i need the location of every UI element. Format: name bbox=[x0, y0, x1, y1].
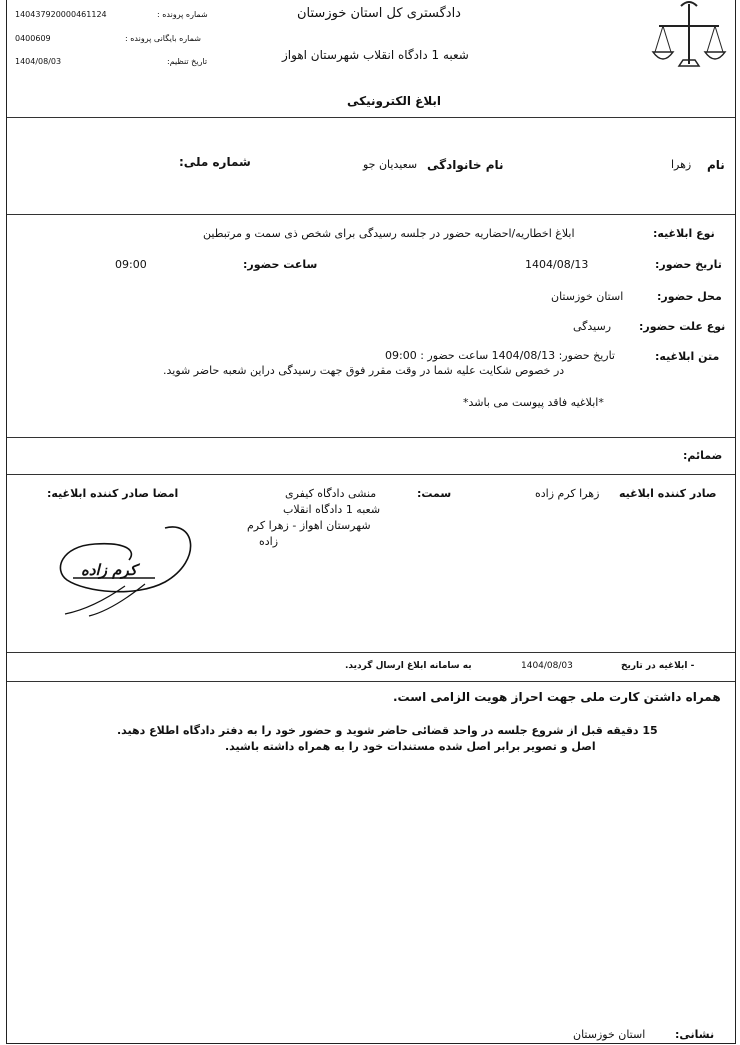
divider bbox=[7, 474, 735, 475]
case-number-value: 140437920000461124 bbox=[15, 10, 107, 19]
issue-date-label: تاریخ تنظیم: bbox=[167, 57, 208, 66]
family-label: نام خانوادگی bbox=[427, 158, 504, 172]
place-label: محل حضور: bbox=[657, 290, 722, 303]
note-line3: اصل و تصویر برابر اصل شده مستندات خود را به همراه داشته باشید. bbox=[225, 740, 596, 753]
signature-label: امضا صادر کننده ابلاغیه: bbox=[47, 487, 179, 500]
branch-title: شعبه 1 دادگاه انقلاب شهرستان اهواز bbox=[282, 48, 469, 62]
national-id-label: شماره ملی: bbox=[179, 155, 251, 169]
position-label: سمت: bbox=[417, 487, 452, 500]
time-label: ساعت حضور: bbox=[243, 258, 318, 271]
date-value: 1404/08/13 bbox=[525, 258, 589, 271]
reason-label: نوع علت حضور: bbox=[639, 320, 726, 333]
notice-type-value: ابلاغ اخطاریه/احضاریه حضور در جلسه رسیدگی برای شخص ذی سمت و مرتبطین bbox=[203, 227, 575, 240]
notice-text-line2: در خصوص شکایت علیه شما در وقت مقرر فوق جهت رسیدگی دراین شعبه حاضر شوید. bbox=[163, 364, 565, 377]
position-line2: شعبه 1 دادگاه انقلاب bbox=[283, 503, 381, 516]
date-label: تاریخ حضور: bbox=[655, 258, 722, 271]
divider bbox=[7, 681, 735, 682]
name-value: زهرا bbox=[671, 158, 692, 171]
note-line2: 15 دقیقه قبل از شروع جلسه در واحد قضائی حاضر شوید و حضور خود را به دفتر دادگاه اطلاع دهید. bbox=[117, 724, 658, 737]
issue-date-value: 1404/08/03 bbox=[15, 57, 62, 66]
divider bbox=[7, 117, 735, 118]
signature-text: کرم زاده bbox=[81, 561, 137, 579]
attachments-label: ضمائم: bbox=[683, 449, 723, 462]
sent-suffix: به سامانه ابلاغ ارسال گردید. bbox=[345, 661, 472, 671]
position-line4: زاده bbox=[259, 535, 279, 548]
issuer-label: صادر کننده ابلاغیه bbox=[619, 487, 717, 500]
divider bbox=[7, 652, 735, 653]
address-label: نشانی: bbox=[675, 1028, 715, 1041]
signature-image bbox=[45, 520, 205, 620]
archive-number-value: 0400609 bbox=[15, 34, 51, 43]
divider bbox=[7, 437, 735, 438]
sent-prefix: - ابلاغیه در تاریخ bbox=[621, 661, 695, 671]
doc-title: ابلاغ الکترونیکی bbox=[347, 94, 442, 108]
divider bbox=[7, 214, 735, 215]
notice-text-line3: *ابلاغیه فاقد پیوست می باشد* bbox=[463, 396, 604, 409]
note-line1: همراه داشتن کارت ملی جهت احراز هویت الزامی است. bbox=[393, 690, 721, 704]
address-value: استان خوزستان bbox=[573, 1028, 646, 1041]
notice-type-label: نوع ابلاغیه: bbox=[653, 227, 715, 240]
family-value: سعیدیان جو bbox=[363, 158, 418, 171]
case-number-label: شماره پرونده : bbox=[157, 10, 208, 19]
position-line1: منشی دادگاه کیفری bbox=[285, 487, 377, 500]
time-value: 09:00 bbox=[115, 258, 147, 271]
scales-of-justice-icon bbox=[651, 0, 727, 76]
notice-text-label: متن ابلاغیه: bbox=[655, 350, 720, 363]
place-value: استان خوزستان bbox=[551, 290, 624, 303]
issuer-name: زهرا کرم زاده bbox=[535, 487, 600, 500]
sent-date: 1404/08/03 bbox=[521, 661, 573, 671]
name-label: نام bbox=[707, 158, 725, 172]
archive-number-label: شماره بایگانی پرونده : bbox=[125, 34, 201, 43]
notice-page bbox=[6, 0, 736, 1044]
org-title: دادگستری کل استان خوزستان bbox=[297, 6, 461, 21]
reason-value: رسیدگی bbox=[573, 320, 612, 333]
notice-text-line1: تاریخ حضور: 1404/08/13 ساعت حضور : 09:00 bbox=[385, 349, 615, 362]
position-line3: شهرستان اهواز - زهرا کرم bbox=[247, 519, 371, 532]
